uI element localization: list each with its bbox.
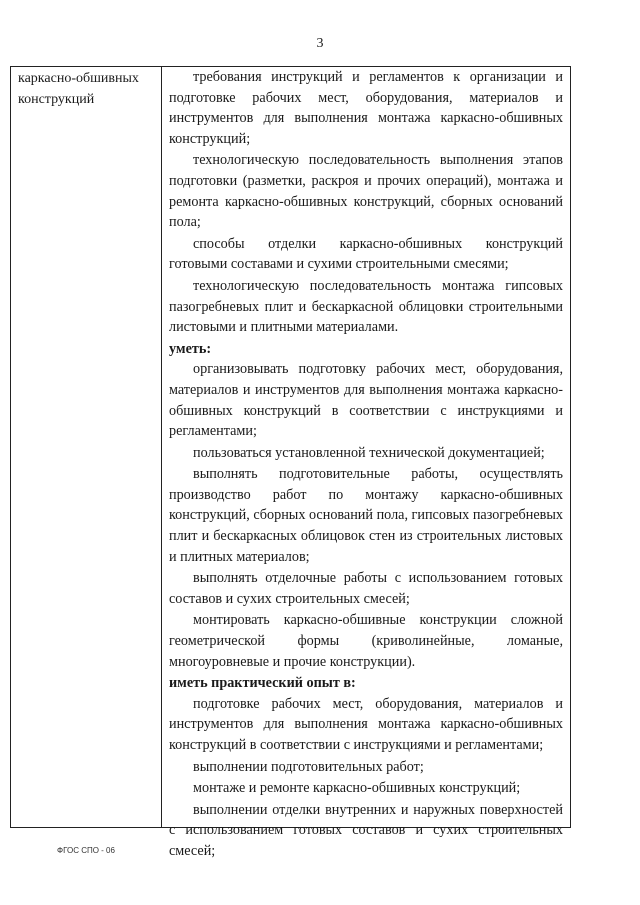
know-item: технологическую последовательность монтажа гипсовых пазогребневых плит и бескаркасной облицовки строительными листовыми и плитными материалами. [169,277,563,336]
requirements-cell [169,67,563,863]
experience-item: подготовке рабочих мест, оборудования, материалов и инструментов для выполнения монтажа каркасно-обшивных конструкций в соответствии с инструкциями и регламентами; [169,695,563,753]
know-item: способы отделки каркасно-обшивных конструкций готовыми составами и сухими строительными смесями; [169,235,563,273]
skill-item: монтировать каркасно-обшивные конструкции сложной геометрической формы (криволинейные, ломаные, многоуровневые и прочие конструкции). [169,612,563,670]
skill-item: выполнять отделочные работы с использованием готовых составов и сухих строительных смесей; [169,570,563,607]
experience-item: выполнении отделки внутренних и наружных поверхностей с использованием готовых составов и сухих строительных смесей; [169,801,563,859]
column-divider [161,67,162,827]
experience-item: монтаже и ремонте каркасно-обшивных конструкций; [193,780,521,797]
skill-item: пользоваться установленной технической документацией; [193,444,545,461]
know-item: технологическую последовательность выполнения этапов подготовки (разметки, раскроя и прочих операций), монтажа и ремонта каркасно-обшивных конструкций, сборных оснований пола; [169,152,563,231]
experience-heading: иметь практический опыт в: [169,675,356,692]
activity-cell: каркасно-обшивных конструкций [18,71,139,107]
skill-item: организовывать подготовку рабочих мест, оборудования, материалов и инструментов для выполнения монтажа каркасно-обшивных конструкций в соответствии с инструкциями и регламентами; [169,361,563,440]
know-item: требования инструкций и регламентов к организации и подготовке рабочих мест, оборудования, материалов и инструментов для выполнения монтажа каркасно-обшивных конструкций; [169,69,563,147]
page-number: 3 [316,36,324,51]
skill-item: выполнять подготовительные работы, осуществлять производство работ по монтажу каркасно-обшивных конструкций, сборных оснований пола, гипсовых пазогребневых плит и бескаркасных облицовок стен из строительных листовых и плитных материалов; [169,466,563,565]
skills-heading: уметь: [169,340,212,357]
footer-code: ФГОС СПО - 06 [57,846,115,855]
experience-item: выполнении подготовительных работ; [193,758,424,775]
